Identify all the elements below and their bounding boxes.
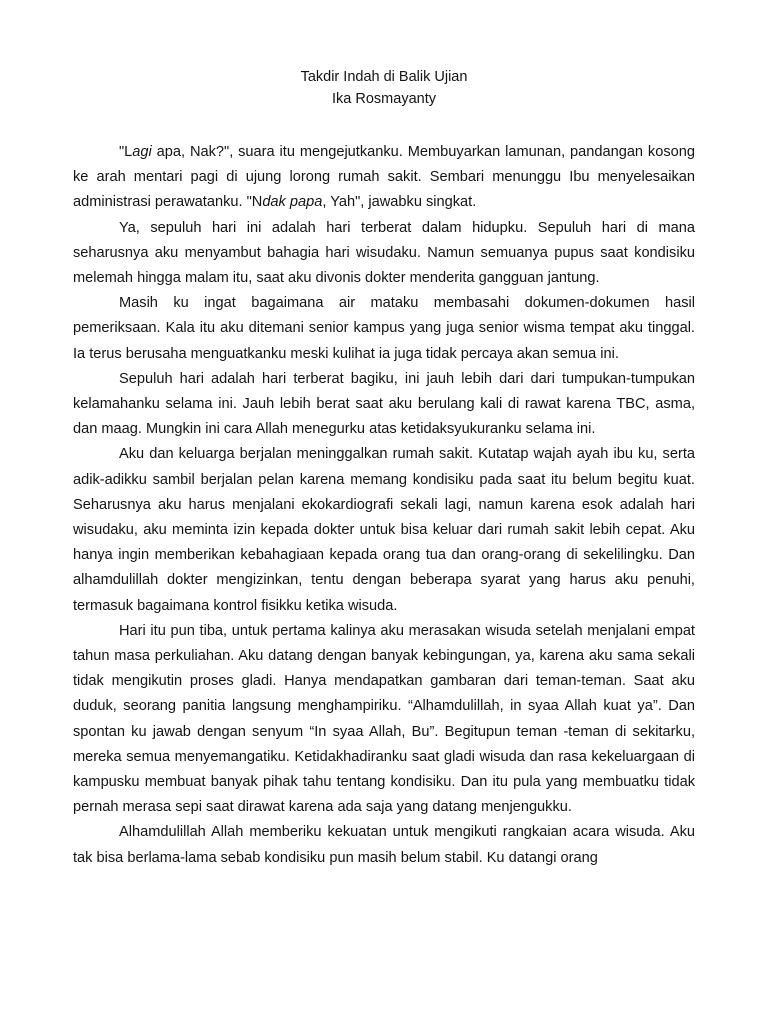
paragraph-text: Ya, sepuluh hari ini adalah hari terberat dalam hidupku. Sepuluh hari di mana seharusnya aku menyambut bahagia hari wisudaku. Namun semuanya pupus saat kondisiku melemah hingga malam itu, saat aku divonis dokter menderita gangguan jantung. [73,219,695,287]
body-paragraph [73,820,695,870]
body-paragraph [73,140,695,216]
paragraph-text: Hari itu pun tiba, untuk pertama kalinya aku merasakan wisuda setelah menjalani empat tahun masa perkuliahan. Aku datang dengan banyak kebingungan, ya, karena aku sama sekali tidak mengikutin proses gladi. Hanya mendapatkan gambaran dari teman-teman. Saat aku duduk, seorang panitia langsung menghampiriku. “Alhamdulillah, in syaa Allah kuat ya”. Dan spontan ku jawab dengan senyum “In syaa Allah, Bu”. Begitupun teman -teman di sekitarku, mereka semua menyemangatiku. Ketidakhadiranku saat gladi wisuda dan rasa kekeluargaan di kampusku membuat banyak pihak tahu tentang kondisiku. Dan itu pula yang membuatku tidak pernah merasa sepi saat dirawat karena ada saja yang datang menjengukku. [73,622,695,816]
body-paragraph [73,291,695,367]
paragraph-text: apa, Nak?", suara itu mengejutkanku. Membuyarkan lamunan, pandangan kosong ke arah mentari pagi di ujung lorong rumah sakit. Sembari menunggu Ibu menyelesaikan administrasi perawatanku. "N [73,144,695,211]
document-body [73,140,695,871]
paragraph-text: "L [119,144,133,160]
paragraph-text: Sepuluh hari adalah hari terberat bagiku, ini jauh lebih dari dari tumpukan-tumpukan kelamahanku selama ini. Jauh lebih berat saat aku berulang kali di rawat karena TBC, asma, dan maag. Mungkin ini cara Allah menegurku atas ketidaksyukuranku selama ini. [73,370,695,438]
paragraph-text: Alhamdulillah Allah memberiku kekuatan untuk mengikuti rangkaian acara wisuda. Aku tak bisa berlama-lama sebab kondisiku pun masih belum stabil. Ku datangi orang [73,824,695,866]
body-paragraph [73,619,695,821]
body-paragraph [73,367,695,443]
document-header [0,66,768,110]
body-paragraph [73,216,695,292]
document-author: Ika Rosmayanty [332,91,436,107]
paragraph-text: Aku dan keluarga berjalan meninggalkan rumah sakit. Kutatap wajah ayah ibu ku, serta adik-adikku sambil berjalan pelan karena memang kondisiku pada saat itu belum begitu kuat. Seharusnya aku harus menjalani ekokardiografi sekali lagi, namun karena esok adalah hari wisudaku, aku meminta izin kepada dokter untuk bisa keluar dari rumah sakit lebih cepat. Aku hanya ingin memberikan kebahagiaan kepada orang tua dan orang-orang di sekelilingku. Dan alhamdulillah dokter mengizinkan, tentu dengan beberapa syarat yang harus aku penuhi, termasuk bagaimana kontrol fisikku ketika wisuda. [73,446,695,614]
body-paragraph [73,442,695,618]
paragraph-text: , Yah", jawabku singkat. [322,194,477,211]
paragraph-text: Masih ku ingat bagaimana air mataku membasahi dokumen-dokumen hasil pemeriksaan. Kala itu aku ditemani senior kampus yang juga senior wisma tempat aku tinggal. Ia terus berusaha menguatkanku meski kulihat ia juga tidak percaya akan semua ini. [73,295,695,362]
italic-text: agi [132,144,152,160]
italic-text: dak papa [262,194,323,211]
document-title: Takdir Indah di Balik Ujian [300,69,468,85]
